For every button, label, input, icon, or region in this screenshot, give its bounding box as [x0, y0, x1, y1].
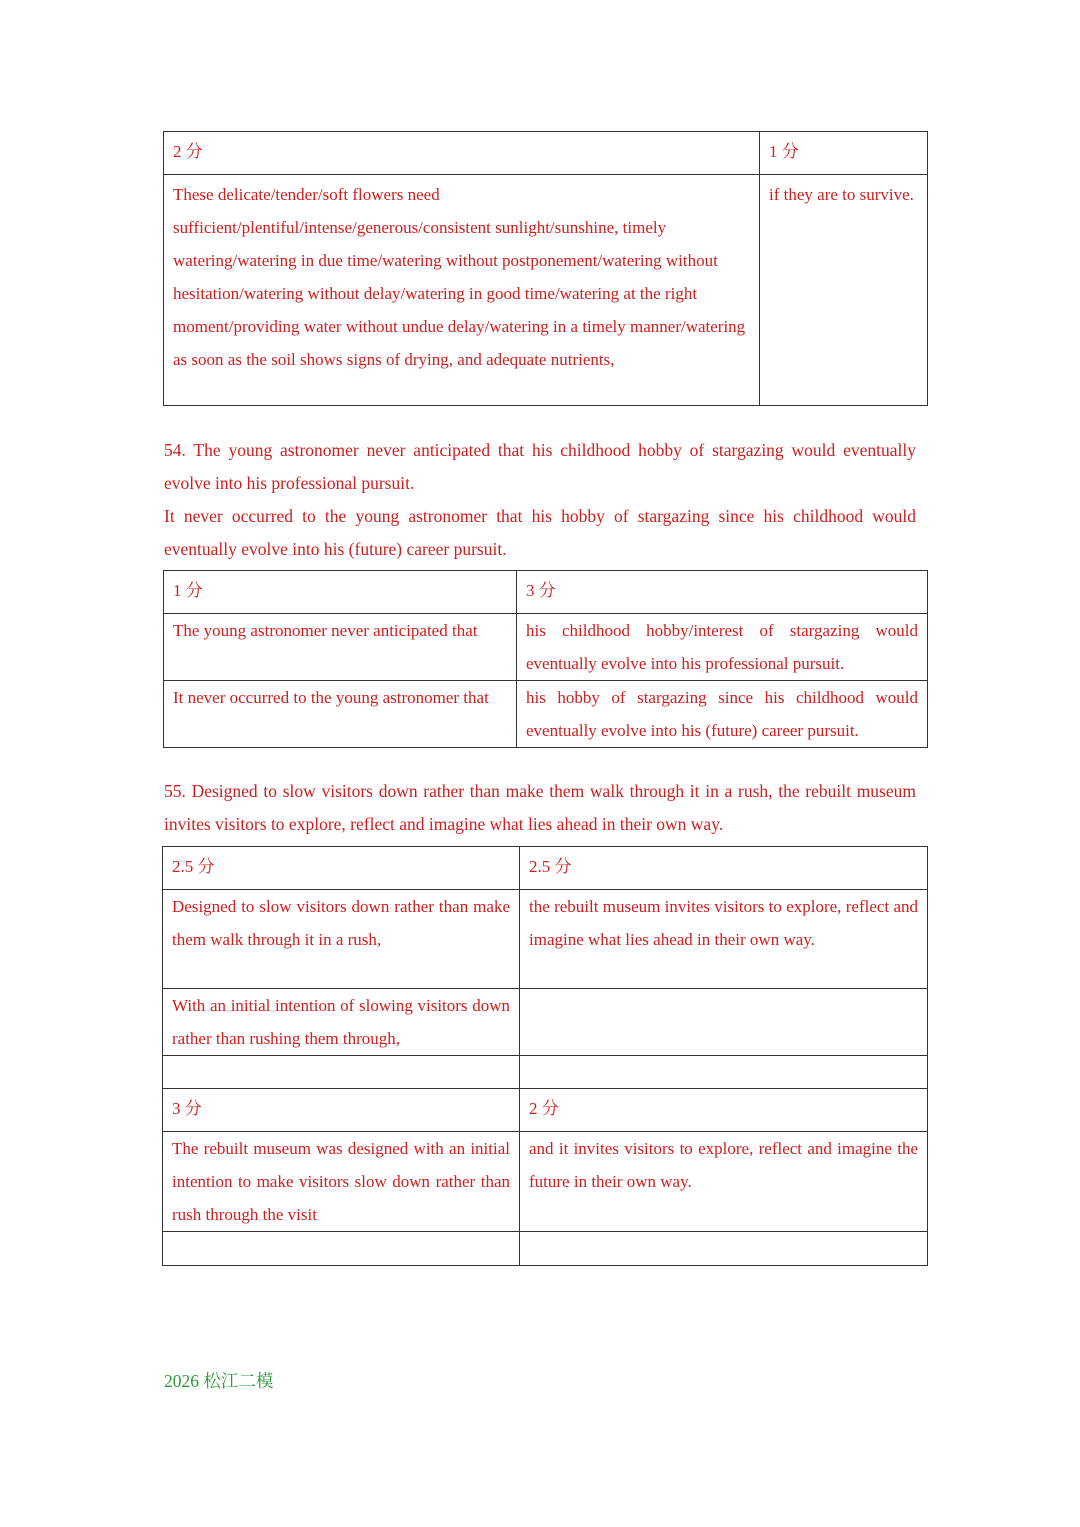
answer-cell-left: It never occurred to the young astronomer that [164, 681, 517, 748]
question-55-text: 55. Designed to slow visitors down rather than make them walk through it in a rush, the rebuilt museum invites visitors to explore, reflect and imagine what lies ahead in their own way. [164, 781, 916, 834]
answer-cell-right: his hobby of stargazing since his childhood would eventually evolve into his (future) career pursuit. [517, 681, 928, 748]
answer-cell-left: With an initial intention of slowing visitors down rather than rushing them through, [163, 989, 520, 1056]
answer-cell-right-empty [520, 989, 928, 1056]
answer-cell-left: The rebuilt museum was designed with an initial intention to make visitors slow down rather than rush through the visit [163, 1132, 520, 1232]
answer-cell-left: Designed to slow visitors down rather than make them walk through it in a rush, [163, 890, 520, 989]
empty-cell [520, 1232, 928, 1266]
question-54-answer [164, 434, 916, 566]
scoring-table-55 [162, 846, 928, 1266]
answer-cell-left: These delicate/tender/soft flowers need sufficient/plentiful/intense/generous/consistent sunlight/sunshine, timely watering/watering in due time/watering without postponement/watering without hesitation/watering without delay/watering in good time/watering at the right moment/providing water without undue delay/watering in a timely manner/watering as soon as the soil shows signs of drying, and adequate nutrients, [164, 175, 760, 406]
answer-cell-left: The young astronomer never anticipated that [164, 614, 517, 681]
score-header-left: 2.5 分 [163, 847, 520, 890]
question-54-line-2: It never occurred to the young astronomer that his hobby of stargazing since his childhood would eventually evolve into his (future) career pursuit. [164, 506, 916, 559]
score-header-right: 3 分 [517, 571, 928, 614]
question-55-answer [164, 775, 916, 841]
exam-source-label: 2026 松江二模 [164, 1371, 274, 1391]
scoring-table-53 [163, 131, 928, 406]
scoring-table-54 [163, 570, 928, 748]
answer-cell-right: his childhood hobby/interest of stargazing would eventually evolve into his professional pursuit. [517, 614, 928, 681]
score-header-left: 2 分 [164, 132, 760, 175]
question-54-line-1: 54. The young astronomer never anticipated that his childhood hobby of stargazing would eventually evolve into his professional pursuit. [164, 440, 916, 493]
answer-cell-right: and it invites visitors to explore, reflect and imagine the future in their own way. [520, 1132, 928, 1232]
empty-cell [163, 1056, 520, 1089]
score-header-right: 2.5 分 [520, 847, 928, 890]
score-header-left: 1 分 [164, 571, 517, 614]
score-header-right: 1 分 [760, 132, 928, 175]
score-header-right: 2 分 [520, 1089, 928, 1132]
answer-cell-right: if they are to survive. [760, 175, 928, 406]
empty-cell [520, 1056, 928, 1089]
answer-cell-right: the rebuilt museum invites visitors to explore, reflect and imagine what lies ahead in their own way. [520, 890, 928, 989]
score-header-left: 3 分 [163, 1089, 520, 1132]
empty-cell [163, 1232, 520, 1266]
